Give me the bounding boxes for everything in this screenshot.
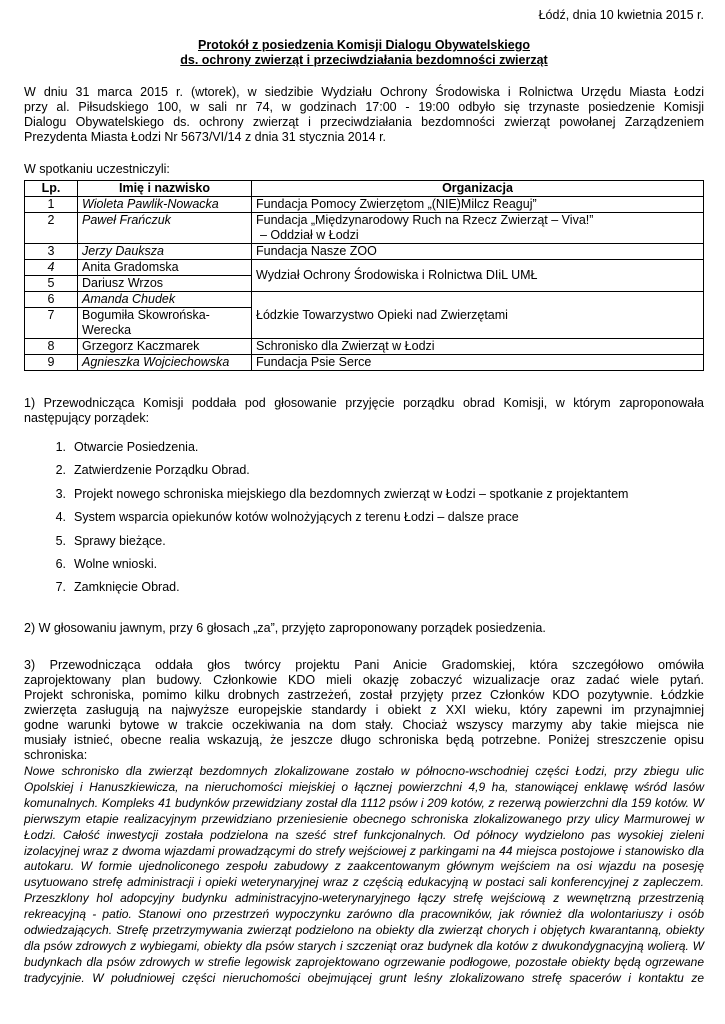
row-name: Agnieszka Wojciechowska — [78, 355, 252, 371]
header-org: Organizacja — [252, 181, 704, 197]
agenda-number: 4. — [55, 510, 66, 525]
table-row — [25, 339, 704, 355]
description-line: Opolskiej i Hanuszkiewicza, na nieruchomości miejskiej o łącznej powierzchni 4,9 ha, stanowiącej enklawę wśród lasów — [24, 779, 704, 794]
agenda-number: 6. — [55, 556, 66, 571]
intro-line: Dialogu Obywatelskiego ds. ochrony zwierząt i przeciwdziałania bezdomności zwierząt powołanej Zarządzeniem — [24, 115, 704, 129]
header-lp: Lp. — [25, 181, 78, 197]
row-name: Amanda Chudek — [78, 292, 252, 308]
row-lp: 3 — [25, 244, 78, 260]
row-lp: 2 — [25, 213, 78, 244]
description-line: autokaru. W formie ujednoliconego zespołu zabudowy z zaakcentowanym głównym wejściem na osi wjazdu na posesję — [24, 859, 704, 874]
description-line: izolacyjnej wraz z dwoma wjazdami prowadzącymi do strefy wejściowej z parkingami na 44 miejsca postojowe i stanowisko dla — [24, 843, 704, 858]
row-lp: 1 — [25, 197, 78, 213]
description-line: usytuowano strefę administracji i opieki weterynaryjnej wraz z częścią edukacyjną w postaci sali konferencyjnej z zapleczem. — [24, 875, 704, 890]
table-row — [25, 197, 704, 213]
table-header-row — [25, 181, 704, 197]
document-date: Łódź, dnia 10 kwietnia 2015 r. — [538, 8, 704, 22]
row-name: Paweł Frańczuk — [78, 213, 252, 244]
shelter-description — [24, 764, 704, 987]
intro-line: przy al. Piłsudskiego 100, w sali nr 74, w godzinach 17:00 - 19:00 odbyło się trzynaste posiedzenie Komisji — [24, 100, 704, 114]
agenda-text: System wsparcia opiekunów kotów wolnożyjących z terenu Łodzi – dalsze prace — [74, 510, 519, 525]
description-line: dla psów zdrowych z wybiegami, obiekty dla psów starych i szczeniąt oraz budynek dla kotów z dwukondygnacyjną wolierą. W — [24, 938, 704, 953]
row-org: Łódzkie Towarzystwo Opieki nad Zwierzętami — [252, 292, 704, 339]
row-lp: 4 — [25, 260, 78, 276]
row-name — [78, 308, 252, 339]
row-org-line: Fundacja „Międzynarodowy Ruch na Rzecz Zwierząt – Viva!” — [256, 213, 594, 227]
row-name: Wioleta Pawlik-Nowacka — [78, 197, 252, 213]
description-line: Łodzi. Całość inwestycji została podzielona na sześć stref funkcjonalnych. Od północy wydzielono pas wysokiej zieleni — [24, 827, 704, 842]
point-1-line: 1) Przewodnicząca Komisji poddała pod głosowanie przyjęcie porządku obrad Komisji, w którym zaproponowała — [24, 396, 704, 410]
point-3-paragraph — [24, 658, 704, 763]
row-name-line: Werecka — [82, 323, 132, 337]
point-3-line: musiały istnieć, obecne realia wskazują, że jeszcze długo schroniska będą potrzebne. Poniżej streszczenie opisu — [24, 733, 704, 747]
agenda-text: Projekt nowego schroniska miejskiego dla bezdomnych zwierząt w Łodzi – spotkanie z projektantem — [74, 486, 629, 501]
agenda-text: Wolne wnioski. — [74, 556, 158, 571]
point-3-line: 3) Przewodnicząca oddała głos twórcy projektu Pani Anicie Gradomskiej, która szczegółowo omówiła — [24, 658, 704, 672]
list-item — [24, 510, 628, 533]
intro-line: W dniu 31 marca 2015 r. (wtorek), w siedzibie Wydziału Ochrony Środowiska i Rolnictwa Urzędu Miasta Łodzi — [24, 85, 704, 99]
row-name-line: Bogumiła Skowrońska- — [82, 308, 210, 322]
table-row — [25, 213, 704, 244]
table-row — [25, 260, 704, 276]
description-line: pierwszym etapie realizacyjnym przewidziano przeniesienie obecnego schroniska zlokalizowanego przy ulicy Marmurowej w — [24, 811, 704, 826]
agenda-text: Zamknięcie Obrad. — [74, 580, 180, 595]
participants-table — [24, 180, 704, 371]
agenda-number: 5. — [55, 533, 66, 548]
point-3-line: Projekt schroniska, pomimo kilku drobnych zastrzeżeń, został przyjęty przez Członków KDO pozytywnie. Łódzkie — [24, 688, 704, 702]
row-org: Fundacja Psie Serce — [252, 355, 704, 371]
row-org-line: – Oddział w Łodzi — [260, 228, 359, 242]
row-org: Fundacja Pomocy Zwierzętom „(NIE)Milcz Reaguj” — [252, 197, 704, 213]
row-name: Dariusz Wrzos — [78, 276, 252, 292]
list-item — [24, 487, 628, 510]
point-3-line: godne warunki bytowe w trakcie oczekiwania na dom stały. Chociaż wszyscy marzymy aby takie miejsca nie — [24, 718, 704, 732]
header-name: Imię i nazwisko — [78, 181, 252, 197]
row-org — [252, 213, 704, 244]
description-line: tradycyjnie. W południowej części nieruchomości obejmującej grunt leśny zlokalizowano strefę spacerów i kontaktu ze — [24, 970, 704, 985]
point-3-line: zaprojektowany plan budowy. Członkowie KDO mieli okazję zobaczyć wizualizacje oraz zadać wiele pytań. — [24, 673, 704, 687]
description-line: Przeszklony hol adopcyjny budynku administracyjno-weterynaryjnego łączy strefę wejściową z wewnętrzną przestrzenią — [24, 891, 704, 906]
title-line-1: Protokół z posiedzenia Komisji Dialogu Obywatelskiego — [197, 38, 530, 52]
description-line: budynkach dla psów zdrowych w strefie legowisk zaprojektowano ogrzewanie podłogowe, pozostałe obiekty będą ogrzewane — [24, 954, 704, 969]
row-org: Schronisko dla Zwierząt w Łodzi — [252, 339, 704, 355]
agenda-number: 1. — [55, 440, 66, 454]
row-name: Jerzy Dauksza — [78, 244, 252, 260]
row-lp: 9 — [25, 355, 78, 371]
description-line: Nowe schronisko dla zwierząt bezdomnych zlokalizowane zostało w północno-wschodniej części Łodzi, przy zbiegu ulic — [24, 764, 704, 778]
intro-paragraph — [24, 85, 704, 145]
agenda-number: 7. — [55, 580, 66, 595]
table-row — [25, 244, 704, 260]
list-item — [24, 557, 628, 580]
row-lp: 6 — [25, 292, 78, 308]
list-item — [24, 463, 628, 486]
agenda-text: Otwarcie Posiedzenia. — [74, 440, 199, 454]
row-org: Wydział Ochrony Środowiska i Rolnictwa DIiL UMŁ — [252, 260, 704, 292]
document-title — [24, 38, 704, 68]
list-item — [24, 440, 628, 463]
point-3-line: zwierzęta zasługują na najwyższe europejskie standardy i obiekt z XXI wieku, który zapewni im przynajmniej — [24, 703, 704, 717]
description-line: odwiedzających. Strefę przetrzymywania zwierząt podzielono na obiekty dla zwierząt chorych i objętych kwarantanną, obiekty — [24, 923, 704, 938]
agenda-text: Sprawy bieżące. — [74, 533, 166, 548]
point-1-line: następujący porządek: — [24, 411, 150, 425]
table-row — [25, 292, 704, 308]
participants-label: W spotkaniu uczestniczyli: — [24, 162, 170, 176]
agenda-text: Zatwierdzenie Porządku Obrad. — [74, 463, 250, 478]
row-org: Fundacja Nasze ZOO — [252, 244, 704, 260]
list-item — [24, 580, 628, 603]
description-line: komunalnych. Kompleks 41 budynków przewidziany został dla 1112 psów i 209 kotów, z rezerwą powierzchni dla 159 kotów. W — [24, 795, 704, 810]
point-1-paragraph — [24, 396, 704, 426]
description-line: rekreacyjną - patio. Stanowi ono przestrzeń wypoczynku zarówno dla pracowników, jak również dla wolontariuszy i osób — [24, 907, 704, 922]
row-lp: 5 — [25, 276, 78, 292]
agenda-number: 2. — [55, 463, 66, 478]
agenda-list — [24, 440, 628, 604]
title-line-2: ds. ochrony zwierząt i przeciwdziałania bezdomności zwierząt — [180, 53, 548, 67]
table-row — [25, 355, 704, 371]
point-2-paragraph: 2) W głosowaniu jawnym, przy 6 głosach „za”, przyjęto zaproponowany porządek posiedzenia. — [24, 621, 546, 635]
point-3-line: schroniska: — [24, 748, 88, 762]
intro-line: Prezydenta Miasta Łodzi Nr 5673/VI/14 z dnia 31 stycznia 2014 r. — [24, 130, 387, 144]
row-name: Anita Gradomska — [78, 260, 252, 276]
list-item — [24, 534, 628, 557]
agenda-number: 3. — [55, 486, 66, 501]
row-name: Grzegorz Kaczmarek — [78, 339, 252, 355]
row-lp: 8 — [25, 339, 78, 355]
row-lp: 7 — [25, 308, 78, 339]
